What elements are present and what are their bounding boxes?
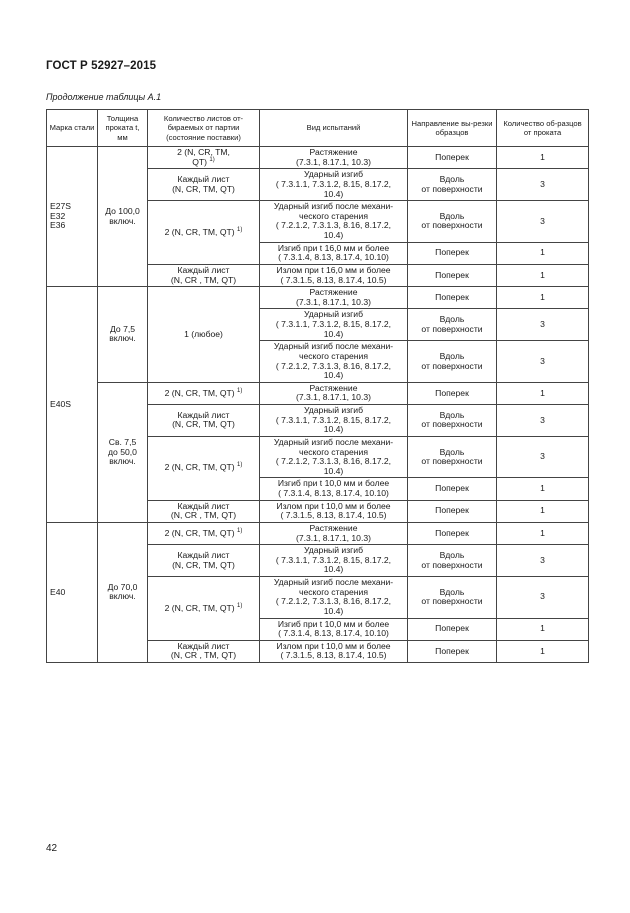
footnote-ref: 1) (237, 602, 243, 609)
sheet-count-cell: Каждый лист (N, CR , TM, QT) (148, 640, 260, 662)
direction-cell: Поперек (408, 382, 497, 404)
sample-count-cell: 1 (497, 382, 589, 404)
thickness-cell: До 100,0 включ. (98, 147, 148, 287)
footnote-ref: 1) (237, 527, 243, 534)
test-type-cell: Растяжение (7.3.1, 8.17.1, 10.3) (260, 287, 408, 309)
sample-count-cell: 3 (497, 309, 589, 341)
direction-cell: Поперек (408, 264, 497, 286)
sample-count-cell: 1 (497, 242, 589, 264)
direction-cell: Вдоль от поверхности (408, 169, 497, 201)
sheet-count-cell: Каждый лист (N, CR, TM, QT) (148, 405, 260, 437)
table-row (47, 382, 589, 404)
test-type-cell: Излом при t 16,0 мм и более ( 7.3.1.5, 8.13, 8.17.4, 10.5) (260, 264, 408, 286)
sample-count-cell: 1 (497, 478, 589, 500)
sheet-count-cell: 2 (N, CR, TM, QT) $^{1)}$ (148, 201, 260, 265)
steel-grade-cell: E40 (47, 522, 98, 662)
test-type-cell: Изгиб при t 10,0 мм и более ( 7.3.1.4, 8.13, 8.17.4, 10.10) (260, 478, 408, 500)
sheet-count-cell: 2 (N, CR, TM, QT) $^{1)}$ (148, 436, 260, 500)
sample-count-cell: 1 (497, 640, 589, 662)
sample-count-cell: 1 (497, 287, 589, 309)
direction-cell: Поперек (408, 500, 497, 522)
footnote-ref: 1) (237, 387, 243, 394)
test-type-cell: Изгиб при t 10,0 мм и более ( 7.3.1.4, 8.13, 8.17.4, 10.10) (260, 618, 408, 640)
direction-cell: Вдоль от поверхности (408, 436, 497, 478)
direction-cell: Вдоль от поверхности (408, 309, 497, 341)
sample-count-cell: 1 (497, 500, 589, 522)
sheet-count-cell: Каждый лист (N, CR , TM, QT) (148, 500, 260, 522)
sample-count-cell: 3 (497, 405, 589, 437)
direction-cell: Вдоль от поверхности (408, 201, 497, 243)
footnote-ref: 1) (237, 462, 243, 469)
sheet-count-cell: 1 (любое) (148, 287, 260, 383)
header-steel-grade: Марка стали (47, 110, 98, 147)
sample-count-cell: 3 (497, 577, 589, 619)
test-type-cell: Ударный изгиб после механи- ческого старения ( 7.2.1.2, 7.3.1.3, 8.16, 8.17.2, 10.4) (260, 341, 408, 383)
test-type-cell: Ударный изгиб после механи- ческого старения ( 7.2.1.2, 7.3.1.3, 8.16, 8.17.2, 10.4) (260, 436, 408, 478)
thickness-cell: До 70,0 включ. (98, 522, 148, 662)
sheet-count-cell: Каждый лист (N, CR, TM, QT) (148, 169, 260, 201)
sheet-count-cell: 2 (N, CR, TM, QT) $^{1)}$ (148, 577, 260, 641)
sample-count-cell: 3 (497, 201, 589, 243)
test-type-cell: Ударный изгиб после механи- ческого старения ( 7.2.1.2, 7.3.1.3, 8.16, 8.17.2, 10.4) (260, 201, 408, 243)
sheet-count-cell: 2 (N, CR, TM, QT) $^{1)}$ (148, 522, 260, 544)
sample-count-cell: 1 (497, 522, 589, 544)
footnote-ref: 1) (237, 226, 243, 233)
test-type-cell: Растяжение (7.3.1, 8.17.1, 10.3) (260, 147, 408, 169)
page-number: 42 (46, 843, 58, 854)
table-caption: Продолжение таблицы А.1 (46, 92, 162, 102)
test-requirements-table (46, 109, 589, 663)
table-row (47, 522, 589, 544)
header-sample-count: Количество об-разцов от проката (497, 110, 589, 147)
table-header-row (47, 110, 589, 147)
sample-count-cell: 3 (497, 436, 589, 478)
header-direction: Направление вы-резки образцов (408, 110, 497, 147)
sample-count-cell: 3 (497, 341, 589, 383)
direction-cell: Поперек (408, 640, 497, 662)
header-test-type: Вид испытаний (260, 110, 408, 147)
direction-cell: Вдоль от поверхности (408, 341, 497, 383)
sample-count-cell: 3 (497, 545, 589, 577)
test-type-cell: Ударный изгиб после механи- ческого старения ( 7.2.1.2, 7.3.1.3, 8.16, 8.17.2, 10.4) (260, 577, 408, 619)
direction-cell: Поперек (408, 242, 497, 264)
sample-count-cell: 1 (497, 147, 589, 169)
sample-count-cell: 1 (497, 264, 589, 286)
direction-cell: Поперек (408, 147, 497, 169)
thickness-cell: До 7,5 включ. (98, 287, 148, 383)
test-type-cell: Изгиб при t 16,0 мм и более ( 7.3.1.4, 8.13, 8.17.4, 10.10) (260, 242, 408, 264)
table-row (47, 287, 589, 309)
steel-grade-cell: E27S E32 E36 (47, 147, 98, 287)
test-type-cell: Ударный изгиб ( 7.3.1.1, 7.3.1.2, 8.15, 8.17.2, 10.4) (260, 545, 408, 577)
sample-count-cell: 1 (497, 618, 589, 640)
direction-cell: Поперек (408, 522, 497, 544)
thickness-cell: Св. 7,5 до 50,0 включ. (98, 382, 148, 522)
direction-cell: Поперек (408, 478, 497, 500)
test-type-cell: Ударный изгиб ( 7.3.1.1, 7.3.1.2, 8.15, 8.17.2, 10.4) (260, 169, 408, 201)
test-type-cell: Ударный изгиб ( 7.3.1.1, 7.3.1.2, 8.15, 8.17.2, 10.4) (260, 309, 408, 341)
direction-cell: Поперек (408, 618, 497, 640)
document-header: ГОСТ Р 52927–2015 (46, 60, 157, 72)
test-type-cell: Растяжение (7.3.1, 8.17.1, 10.3) (260, 382, 408, 404)
table-row (47, 147, 589, 169)
sheet-count-cell: 2 (N, CR, TM, QT) $^{1)}$ (148, 382, 260, 404)
test-type-cell: Излом при t 10,0 мм и более ( 7.3.1.5, 8.13, 8.17.4, 10.5) (260, 500, 408, 522)
test-type-cell: Излом при t 10,0 мм и более ( 7.3.1.5, 8.13, 8.17.4, 10.5) (260, 640, 408, 662)
steel-grade-cell: E40S (47, 287, 98, 523)
test-type-cell: Ударный изгиб ( 7.3.1.1, 7.3.1.2, 8.15, 8.17.2, 10.4) (260, 405, 408, 437)
test-type-cell: Растяжение (7.3.1, 8.17.1, 10.3) (260, 522, 408, 544)
direction-cell: Вдоль от поверхности (408, 577, 497, 619)
sheet-count-cell: 2 (N, CR, TM, QT) $^{1)}$ (148, 147, 260, 169)
header-thickness: Толщина проката t, мм (98, 110, 148, 147)
direction-cell: Вдоль от поверхности (408, 405, 497, 437)
sample-count-cell: 3 (497, 169, 589, 201)
direction-cell: Вдоль от поверхности (408, 545, 497, 577)
footnote-ref: 1) (209, 156, 215, 163)
header-sheet-count: Количество листов от-бираемых от партии (состояние поставки) (148, 110, 260, 147)
sheet-count-cell: Каждый лист (N, CR , TM, QT) (148, 264, 260, 286)
direction-cell: Поперек (408, 287, 497, 309)
sheet-count-cell: Каждый лист (N, CR, TM, QT) (148, 545, 260, 577)
